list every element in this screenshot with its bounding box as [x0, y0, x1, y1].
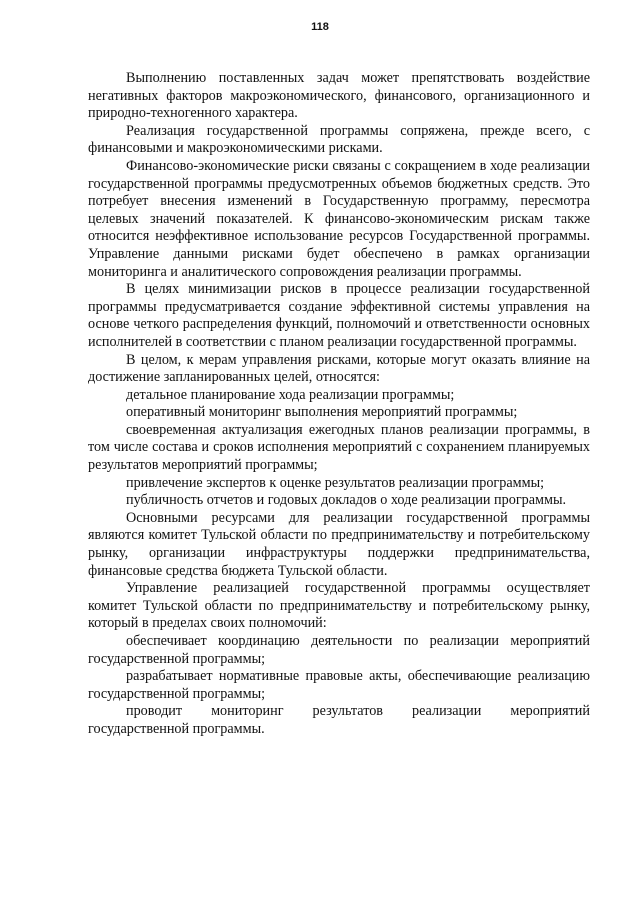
page-number: 118 [311, 21, 329, 33]
list-item: своевременная актуализация ежегодных планов реализации программы, в том числе состава и сроков исполнения мероприятий с сохранением планируемых результатов мероприятий программы; [88, 421, 590, 474]
paragraph: В целях минимизации рисков в процессе реализации государственной программы предусматривается создание эффективной системы управления на основе четкого распределения функций, полномочий и ответственности основных исполнителей в соответствии с планом реализации государственной программы. [88, 281, 590, 350]
paragraph: Основными ресурсами для реализации государственной программы являются комитет Тульской области по предпринимательству и потребительскому рынку, организации инфраструктуры поддержки предпринимательства, финансовые средства бюджета Тульской области. [88, 509, 590, 579]
paragraph: В целом, к мерам управления рисками, которые могут оказать влияние на достижение запланированных целей, относятся: [88, 351, 590, 386]
paragraph: Финансово-экономические риски связаны с сокращением в ходе реализации государственной программы предусмотренных объемов бюджетных средств. Это потребует внесения изменений в Государственную программу, пересмотра целевых значений показателей. К финансово-экономическим рискам также относится неэффективное использование ресурсов Государственной программы. Управление данными рисками будет обеспечено в рамках организации мониторинга и аналитического сопровождения реализации программы. [88, 157, 590, 280]
list-item: публичность отчетов и годовых докладов о ходе реализации программы. [126, 492, 567, 509]
list-item: проводит мониторинг результатов реализации мероприятий государственной программы. [88, 703, 590, 737]
list-item: детальное планирование хода реализации программы; [126, 386, 455, 403]
paragraph: Реализация государственной программы сопряжена, прежде всего, с финансовыми и макроэкономическими рисками. [88, 122, 590, 157]
list-item: обеспечивает координацию деятельности по реализации мероприятий государственной программы; [88, 633, 590, 667]
list-item: привлечение экспертов к оценке результатов реализации программы; [126, 474, 545, 491]
document-body [88, 70, 590, 739]
list-item: разрабатывает нормативные правовые акты, обеспечивающие реализацию государственной программы; [88, 668, 590, 702]
list-item: оперативный мониторинг выполнения мероприятий программы; [126, 404, 518, 421]
paragraph: Управление реализацией государственной программы осуществляет комитет Тульской области по предпринимательству и потребительскому рынку, который в пределах своих полномочий: [88, 580, 590, 632]
paragraph: Выполнению поставленных задач может препятствовать воздействие негативных факторов макроэкономического, финансового, организационного и природно-техногенного характера. [88, 70, 590, 122]
